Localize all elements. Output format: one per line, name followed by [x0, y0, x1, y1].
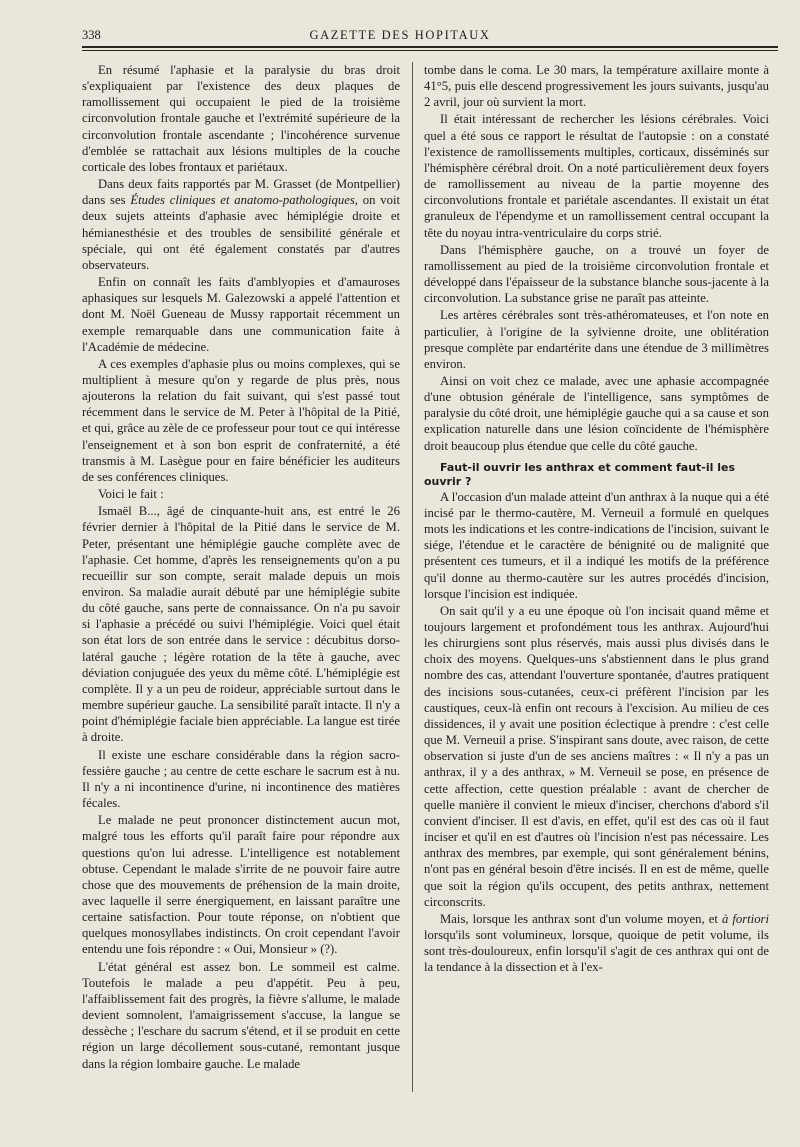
paragraph: Ismaël B..., âgé de cinquante-huit ans, est entré le 26 février dernier à l'hôpital de la Pitié dans le service de M. Peter, présentant une hémiplégie gauche complète avec de l'aphasie. Cet homme, d'après les renseignements qu'on a pu recueillir sur son compte, serait malade depuis un mois environ. Sa maladie aurait débuté par une hémiplégie subite du côté gauche, sans perte de connaissance. On n'a pu savoir si l'aphasie a précédé ou suivi l'hémiplégie. Voici quel était son état lors de son entrée dans le service : décubitus dorso-latéral gauche ; légère rotation de la tête à gauche, avec déviation conjuguée des yeux du même côté. L'hémiplégie est complète. Il y a un peu de roideur, appréciable surtout dans le membre supérieur gauche. La sensibilité paraît intacte. Il n'y a point d'hémiplégie faciale bien appréciable. La langue est tirée à droite.	[82, 504, 400, 745]
section-heading: Faut-il ouvrir les anthrax et comment faut-il les ouvrir ?	[424, 460, 735, 488]
paragraph: Les artères cérébrales sont très-athéromateuses, et l'on note en particulier, à l'origine de la sylvienne droite, une oblitération presque complète par endartérite dans une étendue de 3 millimètres environ.	[424, 308, 769, 371]
paragraph: Le malade ne peut prononcer distinctement aucun mot, malgré tous les efforts qu'il paraît faire pour répondre aux questions qu'on lui adresse. L'intelligence est notablement obtuse. Cependant le malade s'irrite de ne pouvoir faire autre chose que des mouvements de préhension de la main droite, avec laquelle il serre énergiquement, en laissant paraître une certaine satisfaction. Pour toute réponse, on n'obtient que quelques monosyllabes indistincts. On croit cependant l'avoir entendu une fois répondre : « Oui, Monsieur » (?).	[82, 813, 400, 957]
paragraph: Dans l'hémisphère gauche, on a trouvé un foyer de ramollissement au pied de la troisième circonvolution frontale et développé dans l'épaisseur de la substance blanche sous-jacente à la circonvolution. La substance grise ne paraît pas atteinte.	[424, 242, 769, 306]
paragraph: Mais, lorsque les anthrax sont d'un volume moyen, et à fortiori lorsqu'ils sont volumineux, lorsque, quoique de petit volume, ils sont très-douloureux, enfin lorsqu'il s'agit de ces anthrax qui ont de la tendance à la dissection et à l'ex-	[424, 911, 769, 975]
right-column	[424, 62, 769, 975]
paragraph: A ces exemples d'aphasie plus ou moins complexes, qui se multiplient à mesure qu'on y regarde de plus près, nous ajouterons la relation du fait suivant, qui s'est passé tout récemment dans le service de M. Peter à l'hôpital de la Pitié, et qui, grâce au zèle de ce professeur pour tout ce qui intéresse l'enseignement et à son bon esprit de confraternité, a été transmis à M. Lasègue pour en faire bénéficier les auditeurs de ses conférences cliniques.	[82, 356, 400, 484]
header-rule-thick	[82, 46, 778, 48]
page-number: 338	[82, 28, 101, 42]
paragraph: Voici le fait :	[98, 487, 164, 502]
paragraph: Il existe une eschare considérable dans la région sacro-fessière gauche ; au centre de cette eschare le sacrum est à nu. Il n'y a ni incontinence d'urine, ni incontinence des matières fécales.	[82, 747, 400, 811]
italic-title: Études cliniques et anatomo-pathologiques,	[130, 193, 358, 208]
paragraph: A l'occasion d'un malade atteint d'un anthrax à la nuque qui a été incisé par le thermo-cautère, M. Verneuil a formulé en quelques mots les indications et les contre-indications de l'incision, suivant le siége, l'étendue et le caractère de bénignité ou de malignité que présentent ces tumeurs, et il a indiqué les motifs de la préférence qu'il donne au thermo-cautère sur les autres procédés d'incision, lorsque l'incision est indiquée.	[424, 489, 769, 601]
running-title: GAZETTE DES HOPITAUX	[309, 28, 491, 42]
italic-phrase: à fortiori	[721, 911, 769, 926]
paragraph: On sait qu'il y a eu une époque où l'on incisait quand même et toujours largement et profondément tous les anthrax. Aujourd'hui les chirurgiens sont plus réservés, mais aussi plus divisés dans le choix des moyens. Quelques-uns s'abstiennent dans le plus grand nombre des cas, attendant l'ouverture spontanée, d'autres pratiquent des incisions sous-cutanées, ceux-ci préfèrent l'incision par les caustiques, ceux-là enfin ont recours à l'excision. Au milieu de ces dissidences, il y avait une position éclectique à prendre : c'est celle que M. Verneuil a prise. S'inspirant sans doute, avec raison, de cette observation si juste d'un de ses anciens maîtres : « Il n'y a pas un anthrax, il y a des anthrax, » M. Verneuil se pose, en présence de cette affection, cette question préalable : avant de chercher de quelle manière il convient le mieux d'inciser, cherchons d'abord s'il convient d'inciser. Il est d'avis, en effet, qu'il est des cas où il faut inciser et qu'il en est d'autres où l'incision n'est pas nécessaire. Les anthrax des membres, par exemple, qui sont généralement bénins, n'ont pas en général besoin d'être incisés. Il en est de même, quelle que soit la région qu'ils occupent, des petits anthrax, nettement circonscrits.	[424, 603, 769, 909]
column-divider	[412, 62, 413, 1092]
paragraph: L'état général est assez bon. Le sommeil est calme. Toutefois le malade a peu d'appétit. Peu à peu, l'affaiblissement fait des progrès, la fièvre s'allume, le malade devient somnolent, l'amaigrissement s'accuse, la langue se dessèche ; l'eschare du sacrum s'étend, et il se produit en cette région un large décollement sous-cutané, remontant jusque dans la région lombaire gauche. Le malade	[82, 959, 400, 1071]
paragraph: En résumé l'aphasie et la paralysie du bras droit s'expliquaient par l'existence des deux plaques de ramollissement qui occupaient le pied de la troisième circonvolution frontale gauche et l'extrémité supérieure de la circonvolution frontale ascendante ; l'incohérence survenue d'emblée se rattachait aux lésions multiples de la couche corticale des lobes frontaux et pariétaux.	[82, 63, 400, 174]
paragraph: Dans deux faits rapportés par M. Grasset (de Montpellier) dans ses Études cliniques et anatomo-pathologiques, on voit deux sujets atteints d'aphasie avec hémiplégie droite et hémianesthésie et des troubles de sensibilité générale et spéciale, qui ont été également constatés par d'autres observateurs.	[82, 177, 400, 272]
left-column	[82, 62, 400, 1072]
paragraph: Enfin on connaît les faits d'amblyopies et d'amauroses aphasiques sur lesquels M. Galezowski a appelé l'attention et dont M. Noël Gueneau de Mussy rapportait récemment un exemple remarquable dans une communication faite à l'Académie de médecine.	[82, 275, 400, 354]
paragraph: Ainsi on voit chez ce malade, avec une aphasie accompagnée d'une obtusion générale de l'intelligence, sans symptômes de paralysie du côté droit, une hémiplégie gauche qui a sa cause et son explication naturelle dans une lésion coïncidente de l'hémisphère droit beaucoup plus étendue que celle du côté gauche.	[424, 373, 769, 453]
paragraph: Il était intéressant de rechercher les lésions cérébrales. Voici quel a été sous ce rapport le résultat de l'autopsie : on a constaté l'existence de ramollissements multiples, corticaux, disséminés sur l'hémisphère cérébral droit. On a noté particulièrement deux foyers de ramollissement au niveau de la partie moyenne des circonvolutions frontale et pariétale ascendantes. Il existait un état granuleux de l'épendyme et un ramollissement central occupant la tête du noyau intra-ventriculaire du corps strié.	[424, 112, 769, 240]
paragraph: tombe dans le coma. Le 30 mars, la température axillaire monte à 41°5, puis elle descend progressivement les jours suivants, jusqu'au 2 avril, jour où survient la mort.	[424, 63, 769, 110]
header-rule-thin	[82, 50, 778, 51]
